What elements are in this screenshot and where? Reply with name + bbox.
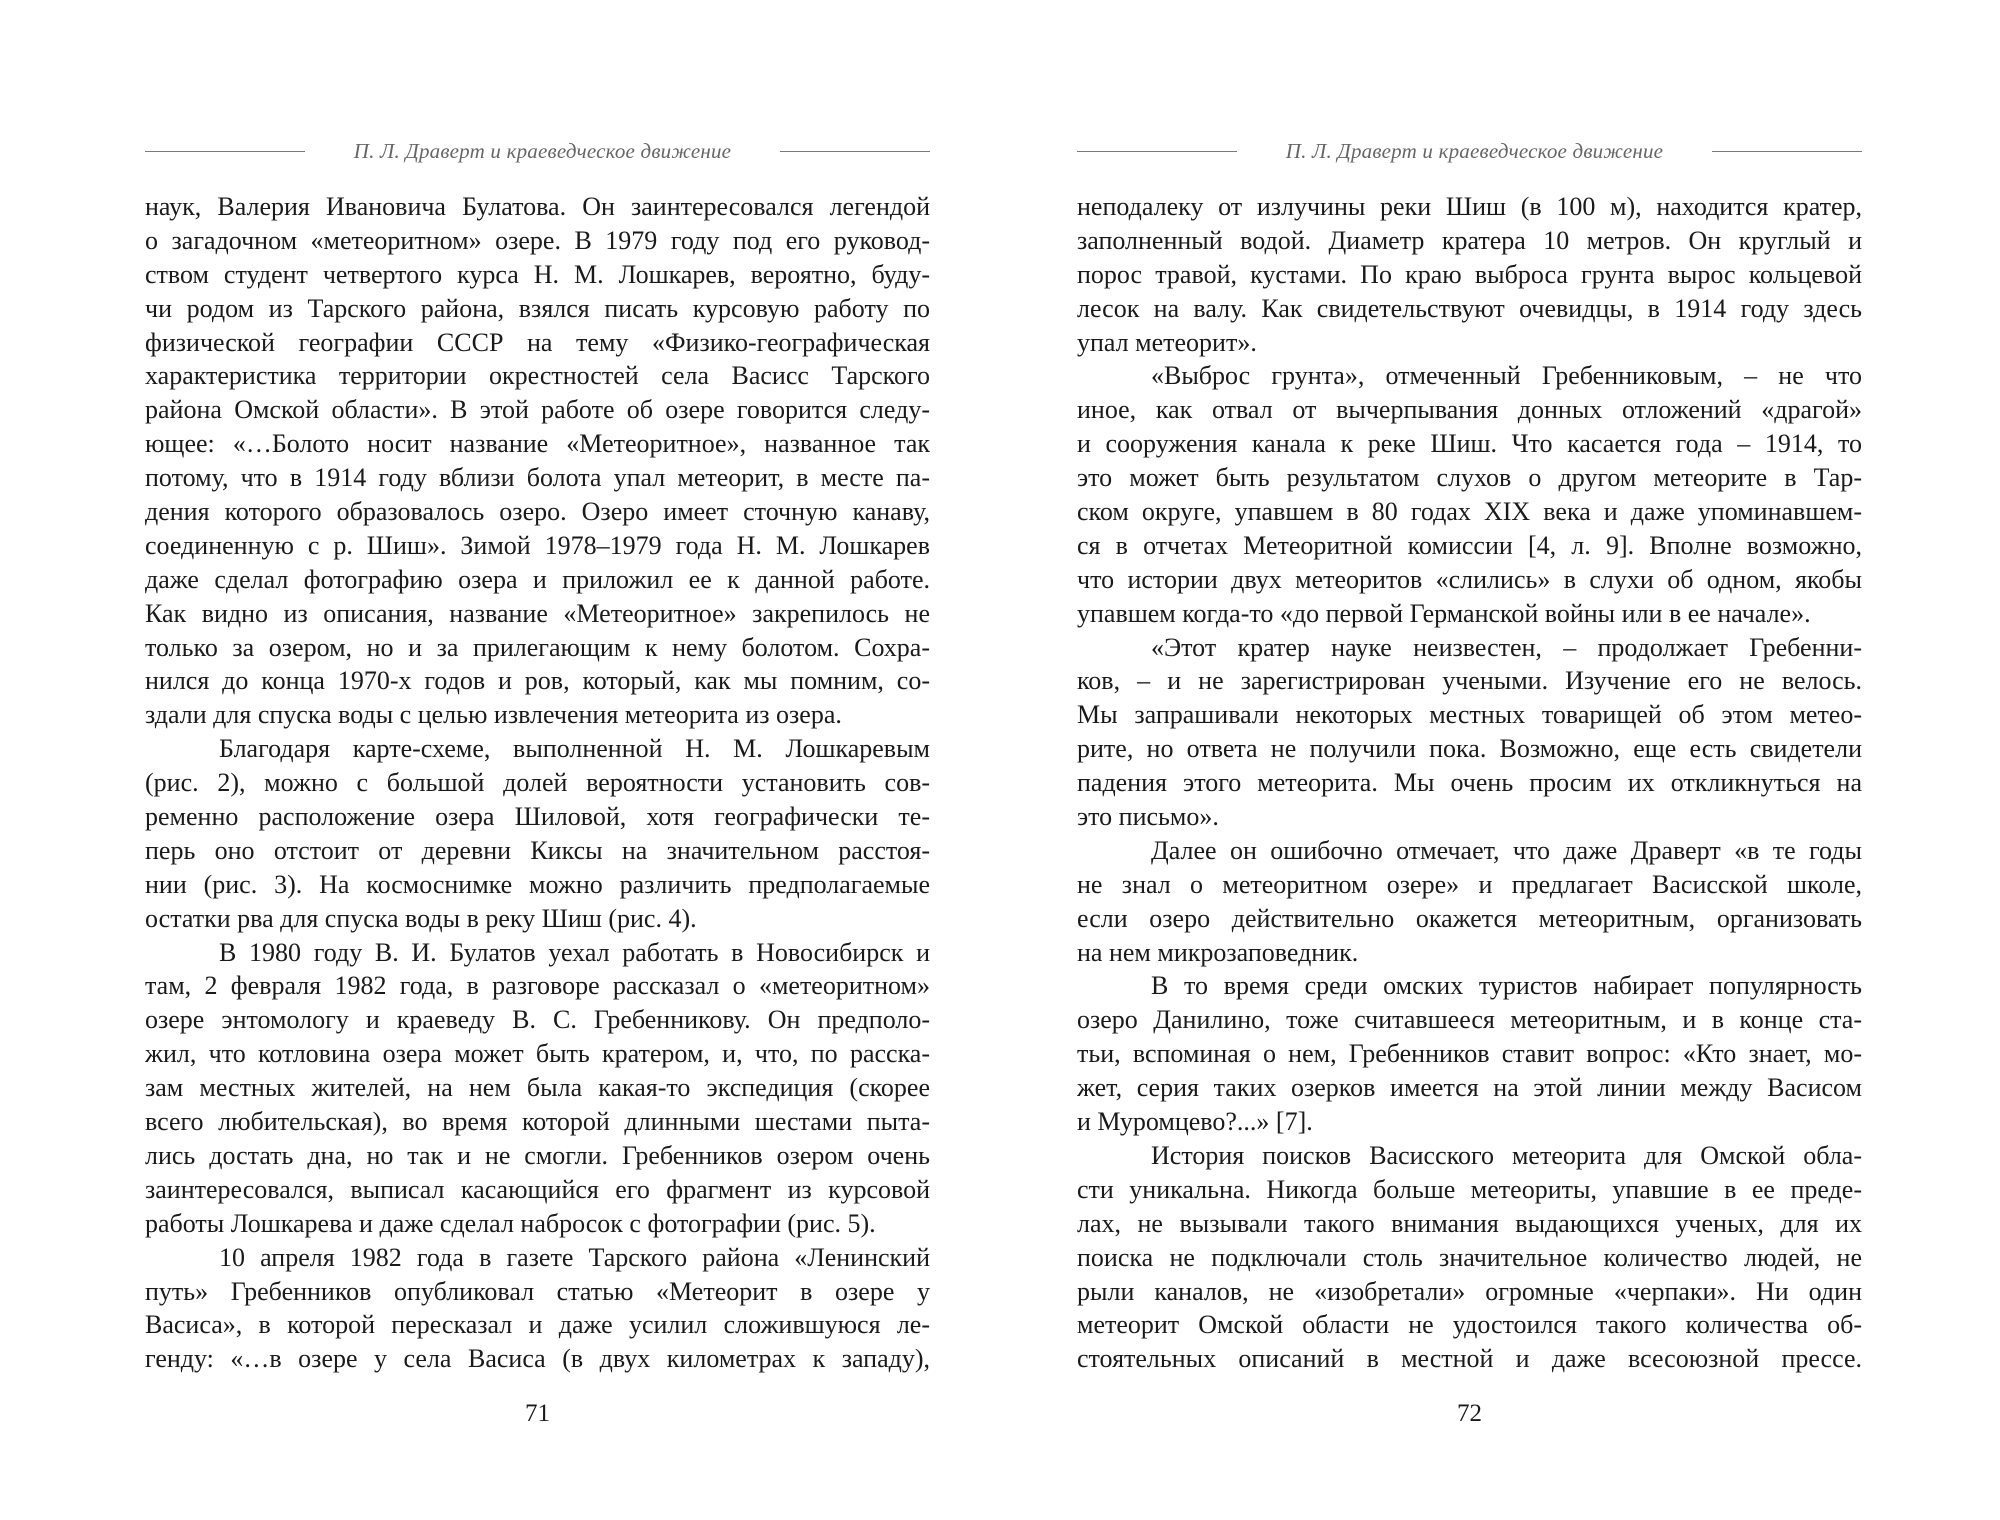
text-line: это письмо». <box>1077 802 1219 832</box>
text-line: зам местных жителей, на нем была какая-то экспедиция (скорее <box>145 1073 930 1103</box>
text-line: остатки рва для спуска воды в реку Шиш (рис. 4). <box>145 903 697 933</box>
body-text <box>1077 190 1862 1376</box>
header-rule <box>145 151 305 152</box>
text-line: «Этот кратер науке неизвестен, – продолжает Гребенни- <box>1151 632 1862 662</box>
text-line: о загадочном «метеоритном» озере. В 1979 году под его руковод- <box>145 225 930 255</box>
text-line: соединенную с р. Шиш». Зимой 1978–1979 года Н. М. Лошкарев <box>145 530 930 560</box>
text-line: физической географии СССР на тему «Физико-географическая <box>145 327 930 357</box>
text-line: заинтересовался, выписал касающийся его фрагмент из курсовой <box>145 1174 930 1204</box>
text-line: Далее он ошибочно отмечает, что даже Драверт «в те годы <box>1151 835 1862 865</box>
text-line: дения которого образовалось озеро. Озеро имеет сточную канаву, <box>145 497 930 527</box>
text-line: только за озером, но и за прилегающим к нему болотом. Сохра- <box>145 632 930 662</box>
text-line: иное, как отвал от вычерпывания донных отложений «драгой» <box>1077 395 1862 425</box>
text-line: и Муромцево?...» [7]. <box>1077 1107 1313 1137</box>
text-line: наук, Валерия Ивановича Булатова. Он заинтересовался легендой <box>145 192 930 221</box>
text-line: на нем микрозаповедник. <box>1077 937 1359 967</box>
text-line: неподалеку от излучины реки Шиш (в 100 м), находится кратер, <box>1077 192 1862 221</box>
text-line: жет, серия таких озерков имеется на этой линии между Васисом <box>1077 1073 1862 1103</box>
running-head-title: П. Л. Драверт и краеведческое движение <box>1285 138 1664 163</box>
text-line: ющее: «…Болото носит название «Метеоритное», названное так <box>145 429 930 459</box>
text-line: стоятельных описаний в местной и даже всесоюзной прессе. <box>1077 1344 1862 1374</box>
text-line: 10 апреля 1982 года в газете Тарского района «Ленинский <box>219 1242 930 1272</box>
text-line: ся в отчетах Метеоритной комиссии [4, л. 9]. Вполне возможно, <box>1077 530 1862 560</box>
text-line: падения этого метеорита. Мы очень просим их откликнуться на <box>1077 768 1862 798</box>
text-line: В 1980 году В. И. Булатов уехал работать в Новосибирск и <box>219 937 930 967</box>
right-page <box>1077 0 1862 1520</box>
text-line: поиска не подключали столь значительное количество людей, не <box>1077 1242 1862 1272</box>
text-line: всего любительская), во время которой длинными шестами пыта- <box>145 1107 930 1137</box>
text-line: упавшем когда-то «до первой Германской войны или в ее начале». <box>1077 598 1811 628</box>
text-line: Благодаря карте-схеме, выполненной Н. М. Лошкаревым <box>219 734 930 764</box>
text-line: там, 2 февраля 1982 года, в разговоре рассказал о «метеоритном» <box>145 971 930 1001</box>
text-line: (рис. 2), можно с большой долей вероятности установить сов- <box>145 768 930 798</box>
header-rule <box>780 151 930 152</box>
text-line: В то время среди омских туристов набирает популярность <box>1151 971 1862 1001</box>
text-line: района Омской области». В этой работе об озере говорится следу- <box>145 395 930 425</box>
header-rule <box>1712 151 1862 152</box>
text-line: Как видно из описания, название «Метеоритное» закрепилось не <box>145 598 930 628</box>
text-line: жил, что котловина озера может быть кратером, и, что, по расска- <box>145 1039 930 1069</box>
text-line: ском округе, упавшем в 80 годах XIX века и даже упоминавшем- <box>1077 497 1862 527</box>
text-line: лись достать дна, но так и не смогли. Гребенников озером очень <box>145 1140 930 1170</box>
text-line: рите, но ответа не получили пока. Возможно, еще есть свидетели <box>1077 734 1862 764</box>
text-line: Васиса», в которой пересказал и даже усилил сложившуюся ле- <box>145 1310 930 1340</box>
text-line: тьи, вспоминая о нем, Гребенников ставит вопрос: «Кто знает, мо- <box>1077 1039 1862 1069</box>
text-line: даже сделал фотографию озера и приложил ее к данной работе. <box>145 564 930 594</box>
text-line: озеро Данилино, тоже считавшееся метеоритным, и в конце ста- <box>1077 1005 1862 1035</box>
text-line: нии (рис. 3). На космоснимке можно различить предполагаемые <box>145 869 930 899</box>
text-line: метеорит Омской области не удостоился такого количества об- <box>1077 1310 1862 1340</box>
running-head <box>145 135 930 167</box>
text-line: если озеро действительно окажется метеоритным, организовать <box>1077 903 1862 933</box>
text-line: рыли каналов, не «изобретали» огромные «черпаки». Ни один <box>1077 1276 1862 1306</box>
text-line: здали для спуска воды с целью извлечения метеорита из озера. <box>145 700 842 730</box>
text-line: «Выброс грунта», отмеченный Гребенниковым, – не что <box>1151 361 1862 391</box>
text-line: работы Лошкарева и даже сделал набросок с фотографии (рис. 5). <box>145 1208 876 1238</box>
text-line: История поисков Васисского метеорита для Омской обла- <box>1151 1140 1862 1170</box>
page-number: 71 <box>525 1400 550 1427</box>
left-page <box>145 0 930 1520</box>
text-line: озере энтомологу и краеведу В. С. Гребенникову. Он предполо- <box>145 1005 930 1035</box>
text-line: и сооружения канала к реке Шиш. Что касается года – 1914, то <box>1077 429 1862 459</box>
text-line: упал метеорит». <box>1077 327 1257 357</box>
text-line: сти уникальна. Никогда больше метеориты, упавшие в ее преде- <box>1077 1174 1862 1204</box>
text-line: нился до конца 1970-х годов и ров, который, как мы помним, со- <box>145 666 930 696</box>
text-line: что истории двух метеоритов «слились» в слухи об одном, якобы <box>1077 564 1862 594</box>
header-rule <box>1077 151 1237 152</box>
body-text <box>145 190 930 1376</box>
text-line: ков, – и не зарегистрирован учеными. Изучение его не велось. <box>1077 666 1862 696</box>
text-line: лах, не вызывали такого внимания выдающихся ученых, для их <box>1077 1208 1862 1238</box>
running-head <box>1077 135 1862 167</box>
text-line: не знал о метеоритном озере» и предлагает Васисской школе, <box>1077 869 1862 899</box>
running-head-title: П. Л. Драверт и краеведческое движение <box>353 138 732 163</box>
page-number: 72 <box>1457 1400 1482 1427</box>
text-line: порос травой, кустами. По краю выброса грунта вырос кольцевой <box>1077 259 1862 289</box>
text-line: путь» Гребенников опубликовал статью «Метеорит в озере у <box>145 1276 930 1306</box>
text-line: ременно расположение озера Шиловой, хотя географически те- <box>145 802 930 832</box>
text-line: чи родом из Тарского района, взялся писать курсовую работу по <box>145 293 930 323</box>
text-line: характеристика территории окрестностей села Васисс Тарского <box>145 361 930 391</box>
text-line: потому, что в 1914 году вблизи болота упал метеорит, в месте па- <box>145 463 930 493</box>
text-line: перь оно отстоит от деревни Киксы на значительном расстоя- <box>145 835 930 865</box>
text-line: заполненный водой. Диаметр кратера 10 метров. Он круглый и <box>1077 225 1862 255</box>
text-line: Мы запрашивали некоторых местных товарищей об этом метео- <box>1077 700 1862 730</box>
text-line: лесок на валу. Как свидетельствуют очевидцы, в 1914 году здесь <box>1077 293 1862 323</box>
text-line: ством студент четвертого курса Н. М. Лошкарев, вероятно, буду- <box>145 259 930 289</box>
text-line: это может быть результатом слухов о другом метеорите в Тар- <box>1077 463 1862 493</box>
text-line: генду: «…в озере у села Васиса (в двух километрах к западу), <box>145 1344 930 1374</box>
